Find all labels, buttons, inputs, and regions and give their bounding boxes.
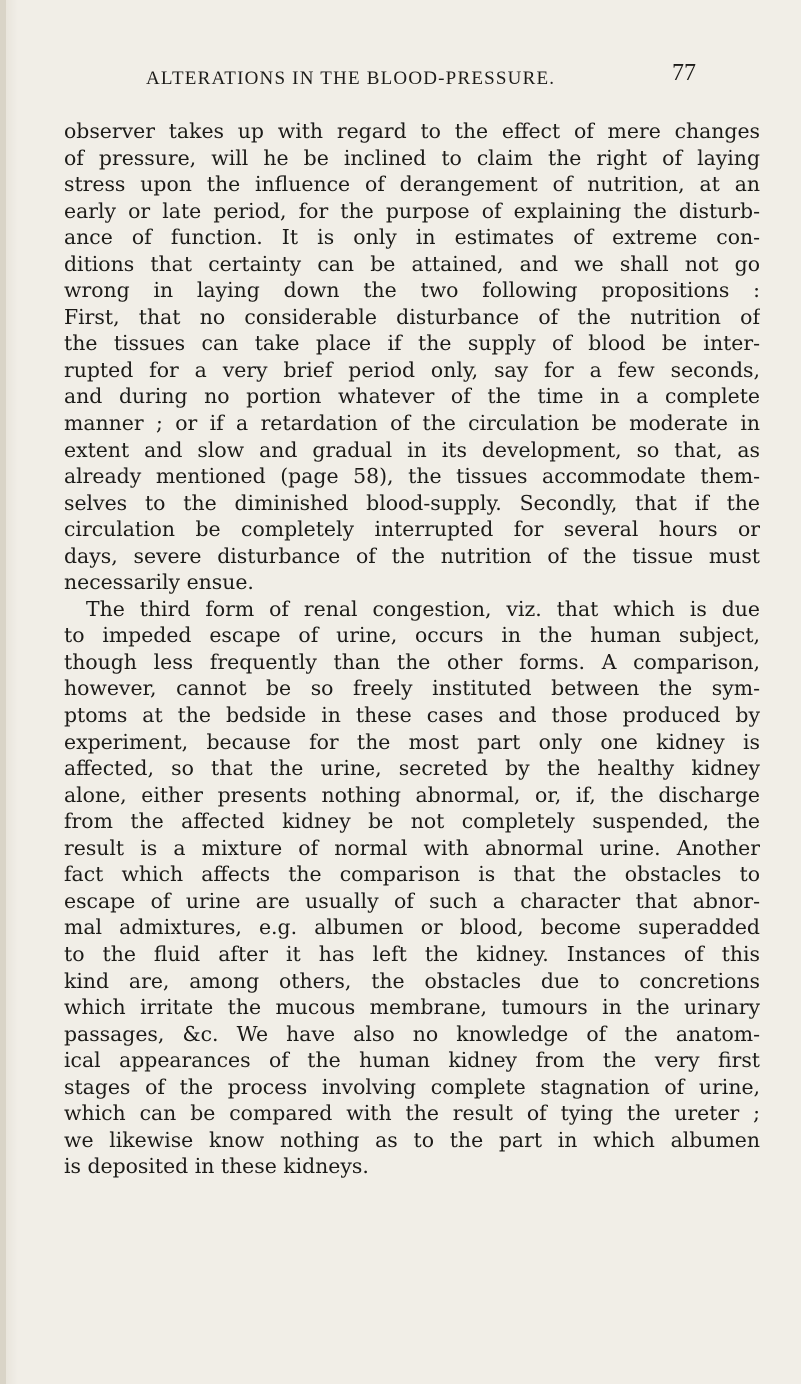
text-line: to the fluid after it has left the kidney. Instances of this [64, 941, 760, 966]
text-line: of pressure, will he be inclined to claim the right of laying [64, 145, 760, 170]
text-line: fact which affects the comparison is that the obstacles to [64, 862, 760, 887]
text-line: extent and slow and gradual in its development, so that, as [64, 437, 760, 462]
text-line: already mentioned (page 58), the tissues accommodate them- [64, 464, 760, 489]
text-line: First, that no considerable disturbance of the nutrition of [64, 304, 760, 329]
text-line: wrong in laying down the two following propositions : [64, 278, 760, 303]
text-line: The third form of renal congestion, viz. that which is due [86, 596, 760, 621]
page-gutter-edge [0, 0, 6, 1384]
text-line: days, severe disturbance of the nutrition of the tissue must [64, 543, 760, 568]
text-line: result is a mixture of normal with abnormal urine. Another [64, 835, 760, 860]
text-line: we likewise know nothing as to the part in which albumen [64, 1127, 760, 1152]
text-line: and during no portion whatever of the time in a complete [64, 384, 760, 409]
text-line: ical appearances of the human kidney from the very first [64, 1048, 760, 1073]
text-line: stress upon the influence of derangement of nutrition, at an [64, 172, 760, 197]
text-line: from the affected kidney be not completely suspended, the [64, 809, 760, 834]
text-line: manner ; or if a retardation of the circulation be moderate in [64, 411, 760, 436]
text-line: necessarily ensue. [64, 570, 254, 595]
text-line: selves to the diminished blood-supply. Secondly, that if the [64, 490, 760, 515]
text-line: ance of function. It is only in estimates of extreme con- [64, 225, 760, 250]
text-line: observer takes up with regard to the effect of mere changes [64, 119, 760, 143]
running-head: ALTERATIONS IN THE BLOOD-PRESSURE. [146, 68, 556, 89]
text-line: though less frequently than the other forms. A comparison, [64, 649, 760, 674]
text-line: early or late period, for the purpose of explaining the disturb- [64, 198, 760, 223]
page-number: 77 [672, 60, 696, 86]
text-line: passages, &c. We have also no knowledge of the anatom- [64, 1021, 760, 1046]
text-line: experiment, because for the most part only one kidney is [64, 729, 760, 754]
text-line: however, cannot be so freely instituted between the sym- [64, 676, 760, 701]
text-line: circulation be completely interrupted for several hours or [64, 517, 760, 542]
text-line: ptoms at the bedside in these cases and those produced by [64, 703, 760, 728]
text-line: rupted for a very brief period only, say for a few seconds, [64, 357, 760, 382]
text-line: which can be compared with the result of tying the ureter ; [64, 1101, 760, 1126]
text-line: mal admixtures, e.g. albumen or blood, become superadded [64, 915, 760, 940]
text-line: kind are, among others, the obstacles due to concretions [64, 968, 760, 993]
text-line: is deposited in these kidneys. [64, 1154, 369, 1179]
text-line: the tissues can take place if the supply of blood be inter- [64, 331, 760, 356]
text-line: stages of the process involving complete stagnation of urine, [64, 1074, 760, 1099]
text-line: to impeded escape of urine, occurs in the human subject, [64, 623, 760, 648]
text-line: which irritate the mucous membrane, tumours in the urinary [64, 995, 760, 1020]
text-line: alone, either presents nothing abnormal, or, if, the discharge [64, 782, 760, 807]
body-text [64, 118, 760, 1180]
page-header [146, 60, 696, 100]
text-line: ditions that certainty can be attained, and we shall not go [64, 251, 760, 276]
text-line: affected, so that the urine, secreted by the healthy kidney [64, 756, 760, 781]
text-line: escape of urine are usually of such a character that abnor- [64, 888, 760, 913]
